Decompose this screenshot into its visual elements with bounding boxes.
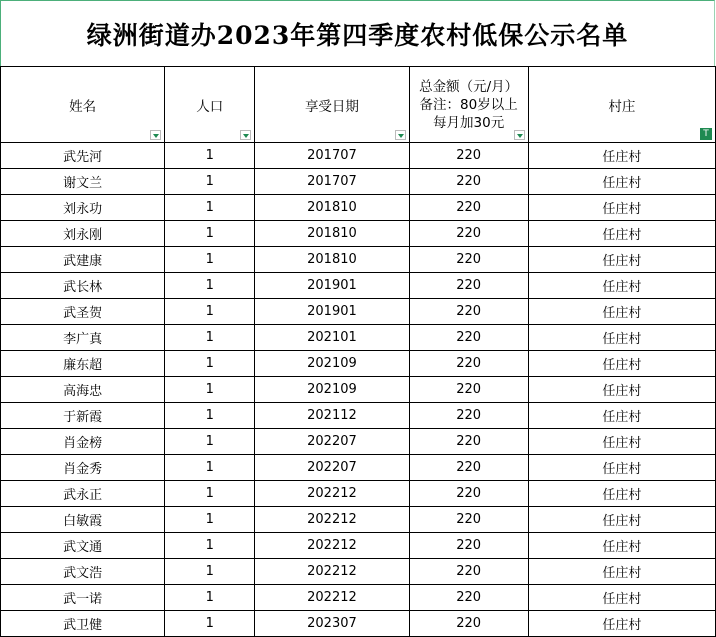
- table-row: [1, 507, 716, 533]
- filter-dropdown-icon[interactable]: [240, 130, 251, 140]
- table-row: [1, 611, 716, 637]
- village-cell[interactable]: 任庄村: [528, 559, 715, 585]
- header-village-cell[interactable]: [528, 67, 715, 143]
- people-cell[interactable]: 1: [165, 247, 255, 273]
- amount-cell[interactable]: 220: [409, 273, 528, 299]
- village-cell[interactable]: 任庄村: [528, 221, 715, 247]
- table-row: [1, 559, 716, 585]
- people-cell[interactable]: 1: [165, 325, 255, 351]
- date-cell[interactable]: 201810: [255, 247, 409, 273]
- header-amount-line3: 每月加30元: [433, 114, 505, 131]
- name-cell[interactable]: 刘永刚: [1, 221, 165, 247]
- amount-cell[interactable]: 220: [409, 351, 528, 377]
- date-cell[interactable]: 202207: [255, 455, 409, 481]
- village-cell[interactable]: 任庄村: [528, 507, 715, 533]
- people-cell[interactable]: 1: [165, 221, 255, 247]
- name-cell[interactable]: 白敏霞: [1, 507, 165, 533]
- date-cell[interactable]: 202101: [255, 325, 409, 351]
- amount-cell[interactable]: 220: [409, 533, 528, 559]
- amount-cell[interactable]: 220: [409, 507, 528, 533]
- amount-cell[interactable]: 220: [409, 403, 528, 429]
- name-cell[interactable]: 武圣贺: [1, 299, 165, 325]
- table-row: [1, 273, 716, 299]
- date-cell[interactable]: 202212: [255, 585, 409, 611]
- name-cell[interactable]: 高海忠: [1, 377, 165, 403]
- header-village-label: 村庄: [608, 98, 636, 115]
- amount-cell[interactable]: 220: [409, 377, 528, 403]
- name-cell[interactable]: 谢文兰: [1, 169, 165, 195]
- header-people-cell[interactable]: [165, 67, 255, 143]
- amount-cell[interactable]: 220: [409, 481, 528, 507]
- people-cell[interactable]: 1: [165, 273, 255, 299]
- people-cell[interactable]: 1: [165, 169, 255, 195]
- village-cell[interactable]: 任庄村: [528, 169, 715, 195]
- people-cell[interactable]: 1: [165, 429, 255, 455]
- date-cell[interactable]: 202207: [255, 429, 409, 455]
- date-cell[interactable]: 202212: [255, 481, 409, 507]
- date-cell[interactable]: 202112: [255, 403, 409, 429]
- header-amount-line2: 备注：80岁以上: [419, 96, 518, 113]
- people-cell[interactable]: 1: [165, 299, 255, 325]
- title-cell[interactable]: [0, 0, 715, 66]
- village-cell[interactable]: 任庄村: [528, 325, 715, 351]
- name-cell[interactable]: 武永正: [1, 481, 165, 507]
- village-cell[interactable]: 任庄村: [528, 403, 715, 429]
- amount-cell[interactable]: 220: [409, 559, 528, 585]
- amount-cell[interactable]: 220: [409, 143, 528, 169]
- header-row: [1, 67, 716, 143]
- page-title: 绿洲街道办2023年第四季度农村低保公示名单: [86, 20, 629, 50]
- village-cell[interactable]: 任庄村: [528, 247, 715, 273]
- people-cell[interactable]: 1: [165, 351, 255, 377]
- amount-cell[interactable]: 220: [409, 195, 528, 221]
- date-cell[interactable]: 201901: [255, 299, 409, 325]
- village-cell[interactable]: 任庄村: [528, 611, 715, 637]
- table-row: [1, 351, 716, 377]
- village-cell[interactable]: 任庄村: [528, 481, 715, 507]
- date-cell[interactable]: 201810: [255, 195, 409, 221]
- village-cell[interactable]: 任庄村: [528, 585, 715, 611]
- village-cell[interactable]: 任庄村: [528, 377, 715, 403]
- table-row: [1, 377, 716, 403]
- header-date-cell[interactable]: [255, 67, 409, 143]
- people-cell[interactable]: 1: [165, 585, 255, 611]
- name-cell[interactable]: 武一诺: [1, 585, 165, 611]
- village-cell[interactable]: 任庄村: [528, 429, 715, 455]
- header-amount-cell[interactable]: [409, 67, 528, 143]
- village-cell[interactable]: 任庄村: [528, 351, 715, 377]
- village-cell[interactable]: 任庄村: [528, 299, 715, 325]
- name-cell[interactable]: 武文通: [1, 533, 165, 559]
- people-cell[interactable]: 1: [165, 611, 255, 637]
- header-amount-line1: 总金额（元/月）: [419, 78, 519, 95]
- amount-cell[interactable]: 220: [409, 299, 528, 325]
- date-cell[interactable]: 202212: [255, 507, 409, 533]
- people-cell[interactable]: 1: [165, 533, 255, 559]
- filter-dropdown-icon[interactable]: [150, 130, 161, 140]
- amount-cell[interactable]: 220: [409, 247, 528, 273]
- table-row: [1, 429, 716, 455]
- date-cell[interactable]: 201707: [255, 143, 409, 169]
- village-cell[interactable]: 任庄村: [528, 143, 715, 169]
- table-row: [1, 585, 716, 611]
- header-date-label: 享受日期: [304, 98, 359, 115]
- table-row: [1, 169, 716, 195]
- filter-active-icon[interactable]: T: [700, 128, 712, 140]
- table-row: [1, 533, 716, 559]
- name-cell[interactable]: 于新霞: [1, 403, 165, 429]
- filter-dropdown-icon[interactable]: [514, 130, 525, 140]
- table-row: [1, 403, 716, 429]
- name-cell[interactable]: 肖金榜: [1, 429, 165, 455]
- amount-cell[interactable]: 220: [409, 325, 528, 351]
- header-people-label: 人口: [196, 98, 224, 115]
- name-cell[interactable]: 李广真: [1, 325, 165, 351]
- filter-dropdown-icon[interactable]: [395, 130, 406, 140]
- date-cell[interactable]: 202307: [255, 611, 409, 637]
- data-table: [0, 66, 716, 637]
- name-cell[interactable]: 武建康: [1, 247, 165, 273]
- table-row: [1, 299, 716, 325]
- header-name-cell[interactable]: [1, 67, 165, 143]
- date-cell[interactable]: 202109: [255, 351, 409, 377]
- date-cell[interactable]: 201707: [255, 169, 409, 195]
- name-cell[interactable]: 廉东超: [1, 351, 165, 377]
- people-cell[interactable]: 1: [165, 377, 255, 403]
- amount-cell[interactable]: 220: [409, 455, 528, 481]
- people-cell[interactable]: 1: [165, 455, 255, 481]
- name-cell[interactable]: 肖金秀: [1, 455, 165, 481]
- amount-cell[interactable]: 220: [409, 221, 528, 247]
- table-row: [1, 455, 716, 481]
- table-row: [1, 221, 716, 247]
- people-cell[interactable]: 1: [165, 195, 255, 221]
- table-row: [1, 481, 716, 507]
- village-cell[interactable]: 任庄村: [528, 533, 715, 559]
- amount-cell[interactable]: 220: [409, 429, 528, 455]
- name-cell[interactable]: 武文浩: [1, 559, 165, 585]
- name-cell[interactable]: 武先河: [1, 143, 165, 169]
- date-cell[interactable]: 201901: [255, 273, 409, 299]
- name-cell[interactable]: 刘永功: [1, 195, 165, 221]
- village-cell[interactable]: 任庄村: [528, 195, 715, 221]
- table-row: [1, 247, 716, 273]
- people-cell[interactable]: 1: [165, 559, 255, 585]
- date-cell[interactable]: 202109: [255, 377, 409, 403]
- date-cell[interactable]: 202212: [255, 559, 409, 585]
- name-cell[interactable]: 武长林: [1, 273, 165, 299]
- table-row: [1, 143, 716, 169]
- people-cell[interactable]: 1: [165, 481, 255, 507]
- village-cell[interactable]: 任庄村: [528, 455, 715, 481]
- name-cell[interactable]: 武卫健: [1, 611, 165, 637]
- amount-cell[interactable]: 220: [409, 611, 528, 637]
- people-cell[interactable]: 1: [165, 507, 255, 533]
- people-cell[interactable]: 1: [165, 143, 255, 169]
- amount-cell[interactable]: 220: [409, 169, 528, 195]
- village-cell[interactable]: 任庄村: [528, 273, 715, 299]
- header-name-label: 姓名: [69, 98, 97, 115]
- date-cell[interactable]: 202212: [255, 533, 409, 559]
- table-row: [1, 195, 716, 221]
- people-cell[interactable]: 1: [165, 403, 255, 429]
- amount-cell[interactable]: 220: [409, 585, 528, 611]
- date-cell[interactable]: 201810: [255, 221, 409, 247]
- table-row: [1, 325, 716, 351]
